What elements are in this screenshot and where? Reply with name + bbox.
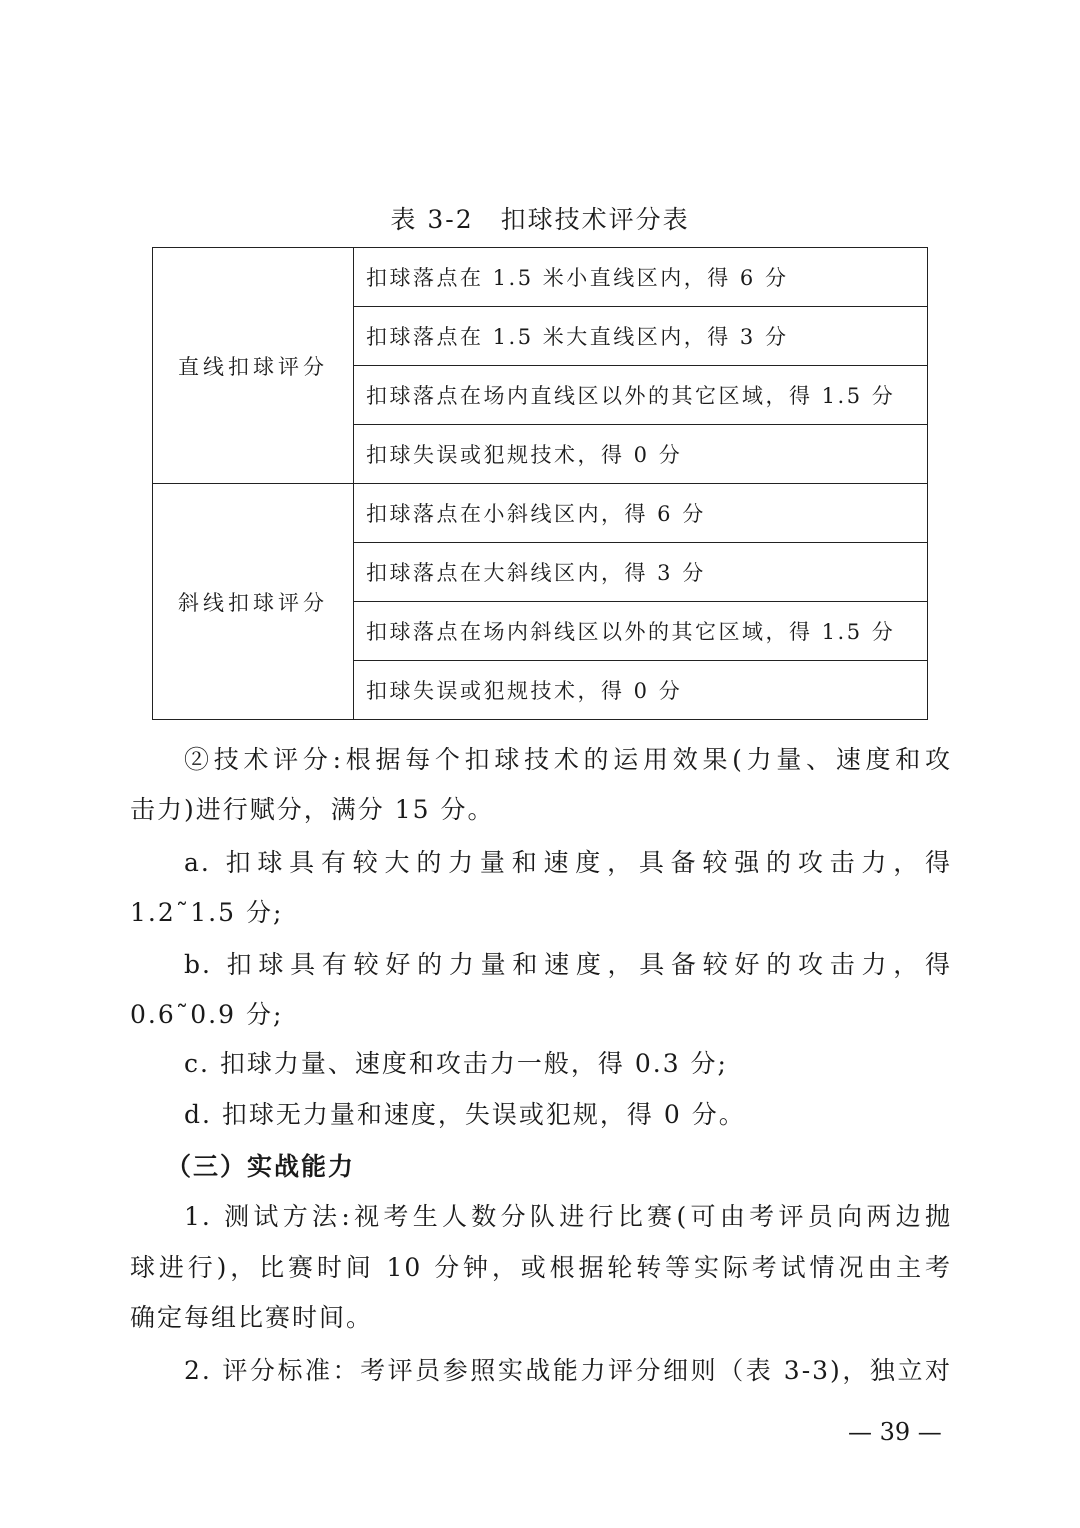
paragraph-line: 2. 评分标准：考评员参照实战能力评分细则（表 3-3)，独立对 bbox=[184, 1356, 952, 1385]
paragraph-line: ②技术评分:根据每个扣球技术的运用效果(力量、速度和攻 bbox=[184, 745, 952, 774]
scoring-table bbox=[152, 247, 928, 720]
criteria-cell: 扣球落点在 1.5 米小直线区内，得 6 分 bbox=[354, 248, 928, 307]
criteria-cell: 扣球落点在小斜线区内，得 6 分 bbox=[354, 484, 928, 543]
paragraph-line: 确定每组比赛时间。 bbox=[130, 1303, 374, 1332]
paragraph-line: 球进行)，比赛时间 10 分钟，或根据轮转等实际考试情况由主考 bbox=[130, 1253, 952, 1282]
criteria-cell: 扣球失误或犯规技术，得 0 分 bbox=[354, 661, 928, 720]
category-cell: 直线扣球评分 bbox=[153, 248, 354, 484]
criteria-cell: 扣球落点在 1.5 米大直线区内，得 3 分 bbox=[354, 307, 928, 366]
paragraph-line: 1. 测试方法:视考生人数分队进行比赛(可由考评员向两边抛 bbox=[184, 1202, 952, 1231]
section-heading: （三）实战能力 bbox=[166, 1152, 356, 1181]
paragraph-line: 1.2˜1.5 分; bbox=[130, 898, 284, 927]
table-caption: 表 3-2 扣球技术评分表 bbox=[390, 205, 690, 234]
criteria-cell: 扣球落点在场内直线区以外的其它区域，得 1.5 分 bbox=[354, 366, 928, 425]
table-row bbox=[153, 248, 928, 307]
page-number: — 39 — bbox=[848, 1418, 942, 1446]
criteria-cell: 扣球落点在大斜线区内，得 3 分 bbox=[354, 543, 928, 602]
paragraph-line: 0.6˜0.9 分; bbox=[130, 1000, 284, 1029]
paragraph-line: d. 扣球无力量和速度，失误或犯规，得 0 分。 bbox=[184, 1100, 746, 1129]
paragraph-line: b. 扣球具有较好的力量和速度，具备较好的攻击力，得 bbox=[184, 950, 952, 979]
criteria-cell: 扣球失误或犯规技术，得 0 分 bbox=[354, 425, 928, 484]
paragraph-line: c. 扣球力量、速度和攻击力一般，得 0.3 分; bbox=[184, 1049, 728, 1078]
paragraph-line: 击力)进行赋分，满分 15 分。 bbox=[130, 795, 495, 824]
criteria-cell: 扣球落点在场内斜线区以外的其它区域，得 1.5 分 bbox=[354, 602, 928, 661]
table-row bbox=[153, 484, 928, 543]
category-cell: 斜线扣球评分 bbox=[153, 484, 354, 720]
paragraph-line: a. 扣球具有较大的力量和速度，具备较强的攻击力，得 bbox=[184, 848, 952, 877]
